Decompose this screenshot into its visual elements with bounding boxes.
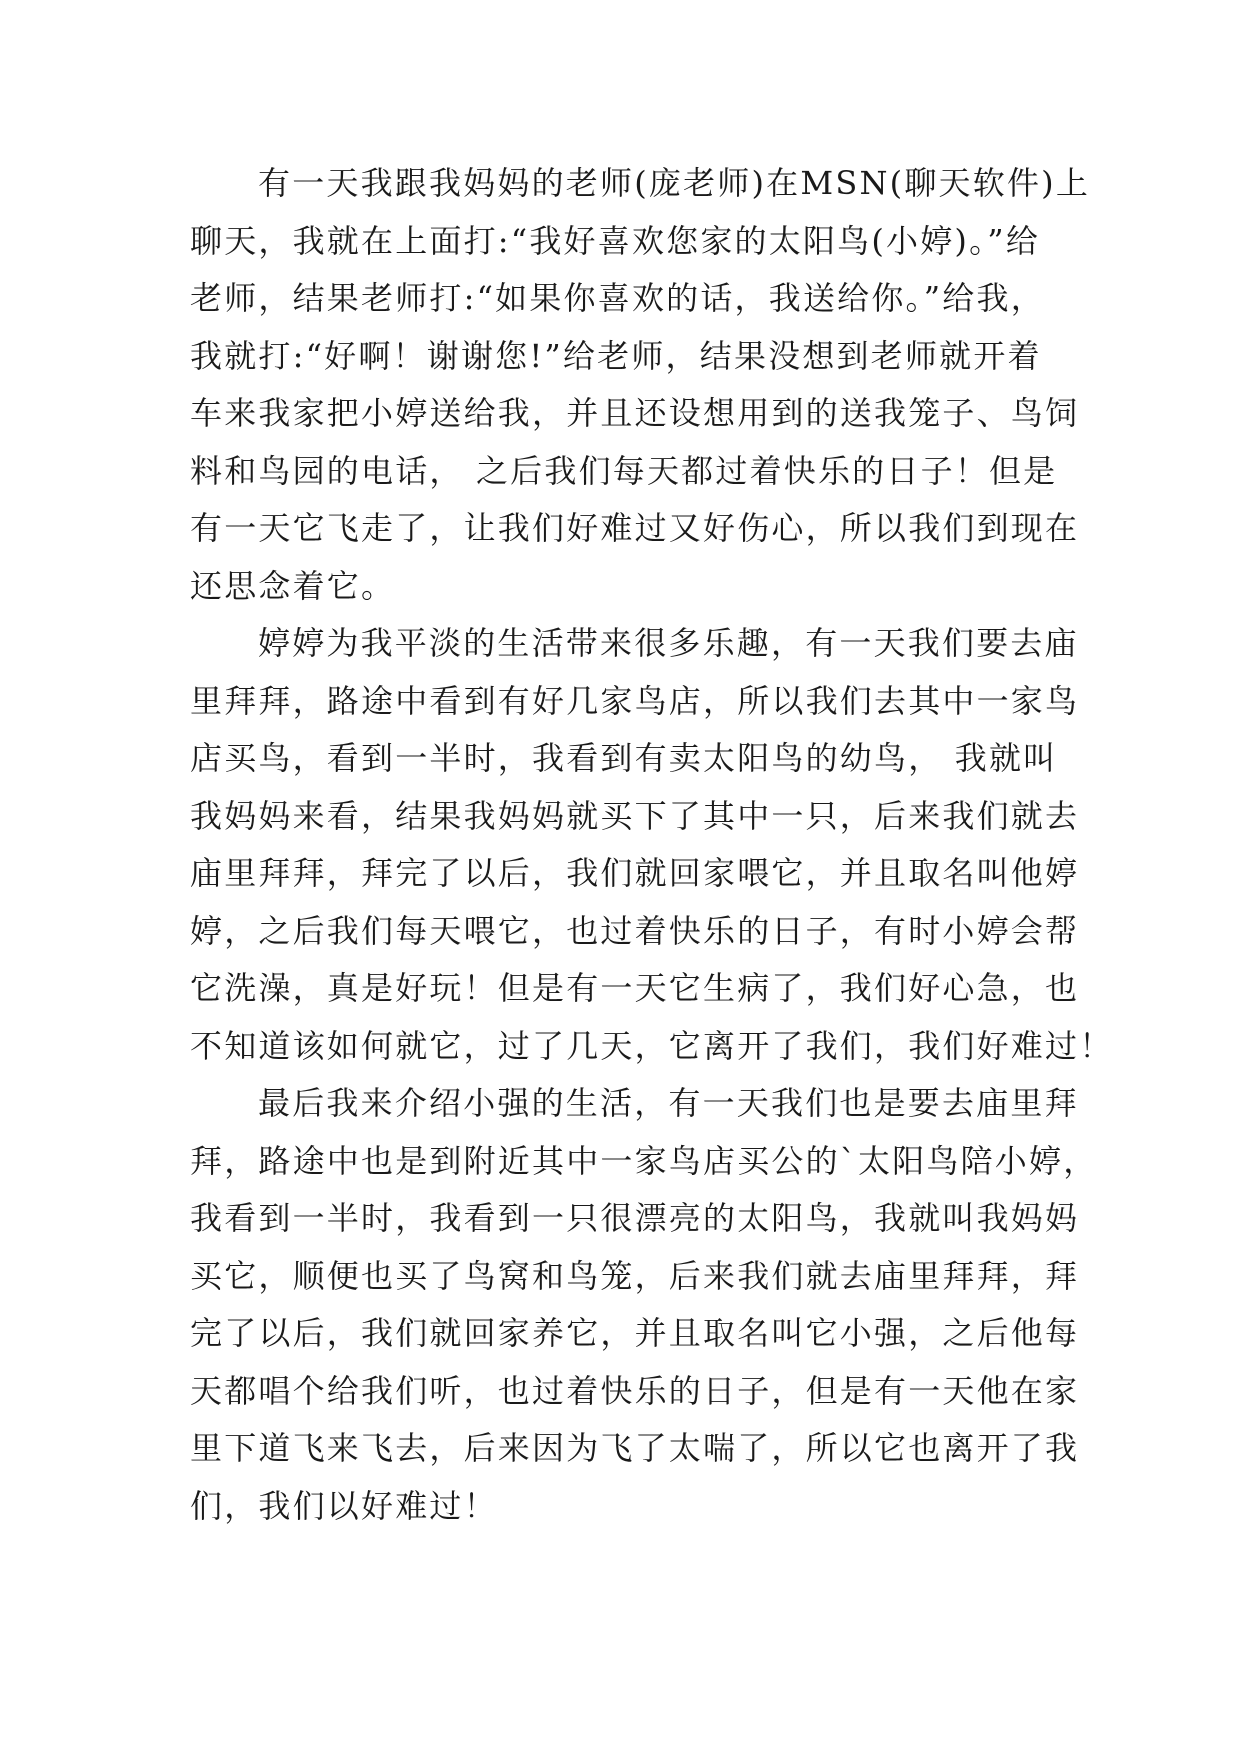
paragraph-line: 老师，结果老师打:“如果你喜欢的话，我送给你。”给我， [190,279,1045,317]
document-body [190,155,1114,1535]
paragraph-line: 店买鸟，看到一半时，我看到有卖太阳鸟的幼鸟， 我就叫 [190,739,1058,777]
paragraph-line: 我看到一半时，我看到一只很漂亮的太阳鸟，我就叫我妈妈 [190,1199,1080,1237]
paragraph-3 [190,1075,1098,1535]
paragraph-line: 有一天它飞走了，让我们好难过又好伤心，所以我们到现在 [190,509,1080,547]
paragraph-line: 里下道飞来飞去，后来因为飞了太喘了，所以它也离开了我 [190,1429,1080,1467]
paragraph-line: 车来我家把小婷送给我，并且还设想用到的送我笼子、鸟饲 [190,394,1080,432]
paragraph-line: 它洗澡，真是好玩！但是有一天它生病了，我们好心急，也 [190,969,1080,1007]
paragraph-line: 料和鸟园的电话， 之后我们每天都过着快乐的日子！但是 [190,451,1058,490]
paragraph-line: 买它，顺便也买了鸟窝和鸟笼，后来我们就去庙里拜拜，拜 [190,1256,1080,1295]
paragraph-line: 里拜拜，路途中看到有好几家鸟店，所以我们去其中一家鸟 [190,681,1080,720]
paragraph-line: 们，我们以好难过！ [190,1486,498,1525]
paragraph-line: 最后我来介绍小强的生活，有一天我们也是要去庙里拜 [258,1084,1079,1122]
paragraph-1 [190,155,1091,615]
paragraph-line: 天都唱个给我们听，也过着快乐的日子，但是有一天他在家 [190,1371,1080,1410]
paragraph-line: 庙里拜拜，拜完了以后，我们就回家喂它，并且取名叫他婷 [190,854,1080,892]
paragraph-line: 有一天我跟我妈妈的老师(庞老师)在MSN(聊天软件)上 [258,164,1091,202]
paragraph-line: 完了以后，我们就回家养它，并且取名叫它小强，之后他每 [190,1314,1080,1352]
paragraph-line: 婷，之后我们每天喂它，也过着快乐的日子，有时小婷会帮 [190,911,1080,950]
paragraph-line: 还思念着它。 [190,566,396,605]
paragraph-line: 聊天，我就在上面打:“我好喜欢您家的太阳鸟(小婷)。”给 [190,221,1041,260]
paragraph-line: 我就打:“好啊！谢谢您!”给老师，结果没想到老师就开着 [190,336,1042,375]
paragraph-line: 婷婷为我平淡的生活带来很多乐趣，有一天我们要去庙 [258,624,1079,662]
paragraph-line: 拜，路途中也是到附近其中一家鸟店买公的`太阳鸟陪小婷， [190,1141,1098,1180]
paragraph-2 [190,615,1114,1075]
paragraph-line: 不知道该如何就它，过了几天，它离开了我们，我们好难过！ [190,1026,1114,1065]
paragraph-line: 我妈妈来看，结果我妈妈就买下了其中一只，后来我们就去 [190,796,1080,835]
